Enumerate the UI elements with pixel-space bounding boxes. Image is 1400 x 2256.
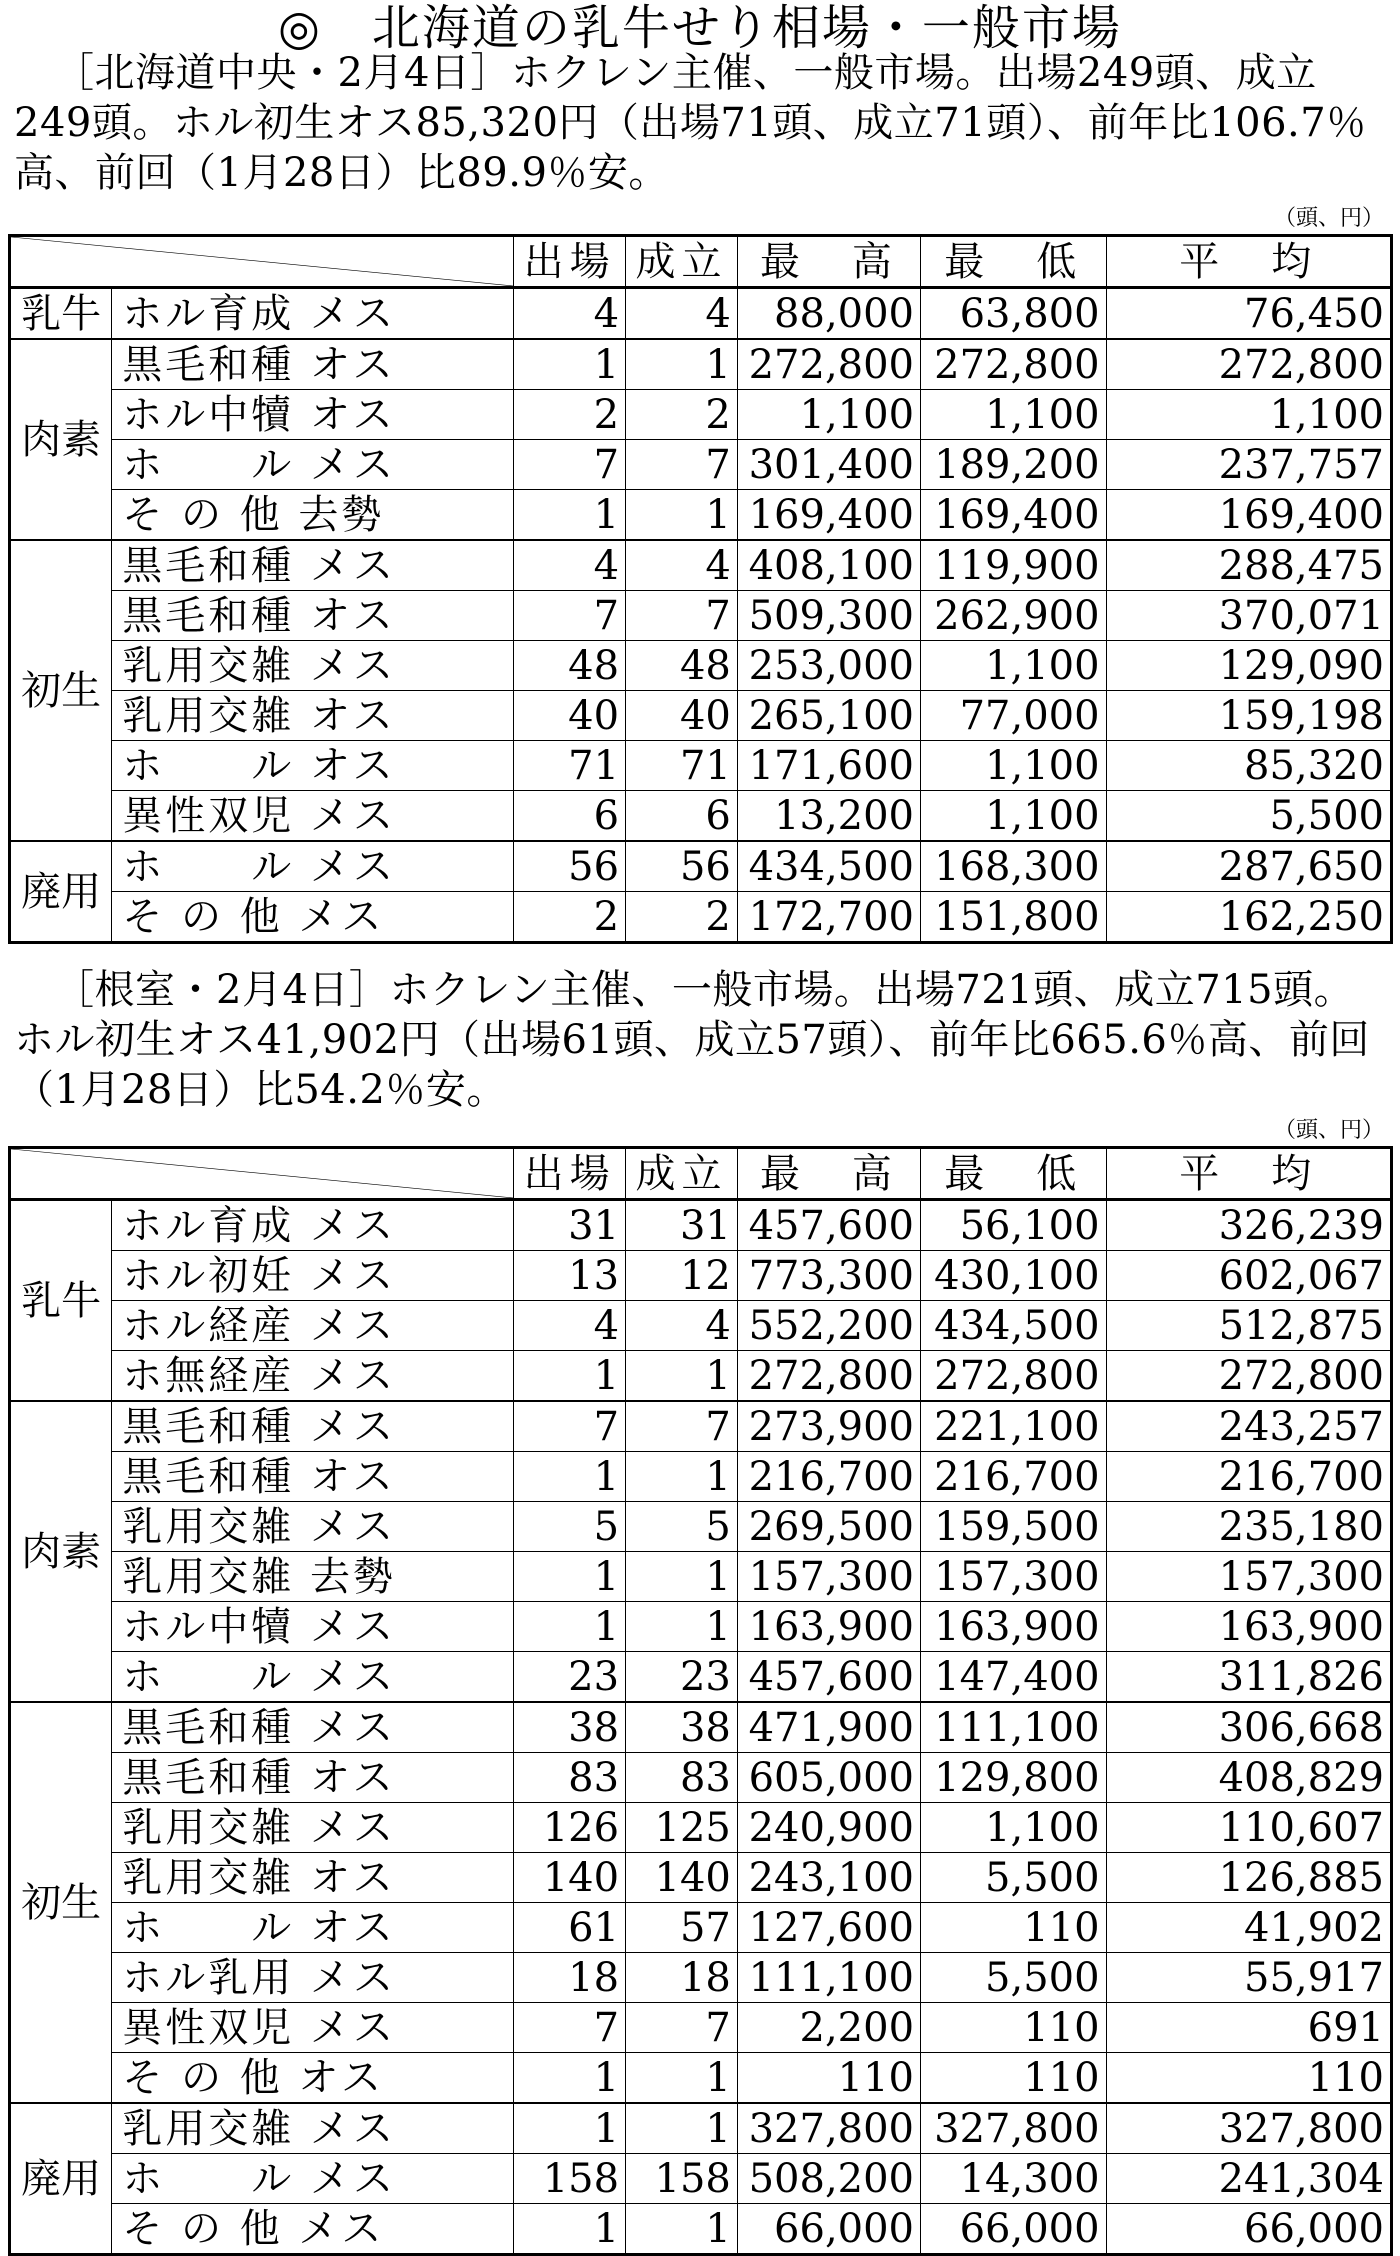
table-row xyxy=(10,892,1392,943)
cell-low: 110 xyxy=(921,2003,1107,2053)
row-label: ホ ル メス xyxy=(112,841,514,892)
cell-average: 327,800 xyxy=(1106,2103,1391,2154)
cell-average: 243,257 xyxy=(1106,1401,1391,1452)
row-label: ホル中犢 オス xyxy=(112,390,514,440)
cell-high: 327,800 xyxy=(737,2103,920,2154)
cell-low: 1,100 xyxy=(921,390,1107,440)
cell-high: 471,900 xyxy=(737,1702,920,1753)
cell-high: 157,300 xyxy=(737,1552,920,1602)
cell-low: 14,300 xyxy=(921,2154,1107,2204)
cell-low: 129,800 xyxy=(921,1753,1107,1803)
cell-entries: 7 xyxy=(514,1401,626,1452)
cell-high: 110 xyxy=(737,2053,920,2104)
cell-sold: 12 xyxy=(626,1251,738,1301)
cell-average: 157,300 xyxy=(1106,1552,1391,1602)
cell-sold: 23 xyxy=(626,1652,738,1703)
row-label: 乳用交雑 メス xyxy=(112,2103,514,2154)
cell-low: 434,500 xyxy=(921,1301,1107,1351)
cell-average: 216,700 xyxy=(1106,1452,1391,1502)
cell-low: 216,700 xyxy=(921,1452,1107,1502)
row-label: 黒毛和種 オス xyxy=(112,339,514,390)
header-sold: 成立 xyxy=(626,1148,738,1200)
cell-sold: 83 xyxy=(626,1753,738,1803)
table-row xyxy=(10,288,1392,340)
row-label: ホル育成 メス xyxy=(112,288,514,340)
row-label: ホル乳用 メス xyxy=(112,1953,514,2003)
cell-high: 272,800 xyxy=(737,1351,920,1402)
cell-high: 408,100 xyxy=(737,540,920,591)
row-label: 黒毛和種 メス xyxy=(112,1702,514,1753)
table-row xyxy=(10,1452,1392,1502)
cell-entries: 56 xyxy=(514,841,626,892)
row-label: ホ無経産 メス xyxy=(112,1351,514,1402)
cell-average: 126,885 xyxy=(1106,1853,1391,1903)
cell-entries: 4 xyxy=(514,1301,626,1351)
row-label: 乳用交雑 オス xyxy=(112,691,514,741)
category-cell: 初生 xyxy=(10,1702,112,2103)
cell-average: 110 xyxy=(1106,2053,1391,2104)
cell-average: 55,917 xyxy=(1106,1953,1391,2003)
table-row xyxy=(10,791,1392,842)
header-corner xyxy=(10,236,514,288)
cell-sold: 158 xyxy=(626,2154,738,2204)
row-label: ホ ル オス xyxy=(112,741,514,791)
row-label: そ の 他 オス xyxy=(112,2053,514,2104)
cell-entries: 13 xyxy=(514,1251,626,1301)
row-label: そ の 他 メス xyxy=(112,892,514,943)
cell-entries: 1 xyxy=(514,339,626,390)
header-row xyxy=(10,236,1392,288)
cell-sold: 7 xyxy=(626,440,738,490)
cell-average: 272,800 xyxy=(1106,339,1391,390)
header-corner xyxy=(10,1148,514,1200)
cell-low: 272,800 xyxy=(921,339,1107,390)
cell-high: 434,500 xyxy=(737,841,920,892)
cell-sold: 56 xyxy=(626,841,738,892)
cell-entries: 2 xyxy=(514,390,626,440)
cell-sold: 2 xyxy=(626,892,738,943)
cell-average: 241,304 xyxy=(1106,2154,1391,2204)
header-entries: 出場 xyxy=(514,1148,626,1200)
cell-high: 216,700 xyxy=(737,1452,920,1502)
cell-entries: 71 xyxy=(514,741,626,791)
cell-high: 240,900 xyxy=(737,1803,920,1853)
cell-high: 243,100 xyxy=(737,1853,920,1903)
cell-entries: 38 xyxy=(514,1702,626,1753)
cell-high: 509,300 xyxy=(737,591,920,641)
cell-low: 63,800 xyxy=(921,288,1107,340)
cell-sold: 71 xyxy=(626,741,738,791)
cell-average: 311,826 xyxy=(1106,1652,1391,1703)
cell-sold: 2 xyxy=(626,390,738,440)
cell-entries: 1 xyxy=(514,2053,626,2104)
row-label: ホル初妊 メス xyxy=(112,1251,514,1301)
row-label: 黒毛和種 オス xyxy=(112,591,514,641)
row-label: 異性双児 メス xyxy=(112,791,514,842)
row-label: 乳用交雑 メス xyxy=(112,641,514,691)
cell-low: 1,100 xyxy=(921,1803,1107,1853)
table-row xyxy=(10,691,1392,741)
cell-average: 66,000 xyxy=(1106,2204,1391,2255)
cell-high: 171,600 xyxy=(737,741,920,791)
row-label: ホ ル メス xyxy=(112,440,514,490)
cell-sold: 57 xyxy=(626,1903,738,1953)
table-row xyxy=(10,2103,1392,2154)
table-row xyxy=(10,390,1392,440)
cell-low: 110 xyxy=(921,2053,1107,2104)
cell-entries: 61 xyxy=(514,1903,626,1953)
cell-sold: 40 xyxy=(626,691,738,741)
section-2-unit: （頭、円） xyxy=(1273,1118,1384,1143)
header-low: 最 低 xyxy=(921,1148,1107,1200)
cell-average: 306,668 xyxy=(1106,1702,1391,1753)
cell-low: 1,100 xyxy=(921,791,1107,842)
cell-low: 430,100 xyxy=(921,1251,1107,1301)
cell-sold: 1 xyxy=(626,2103,738,2154)
cell-low: 119,900 xyxy=(921,540,1107,591)
category-cell: 廃用 xyxy=(10,2103,112,2255)
table-row xyxy=(10,741,1392,791)
cell-entries: 1 xyxy=(514,2204,626,2255)
cell-average: 76,450 xyxy=(1106,288,1391,340)
table-row xyxy=(10,2154,1392,2204)
cell-average: 163,900 xyxy=(1106,1602,1391,1652)
cell-average: 288,475 xyxy=(1106,540,1391,591)
cell-sold: 1 xyxy=(626,1602,738,1652)
cell-high: 272,800 xyxy=(737,339,920,390)
row-label: そ の 他 メス xyxy=(112,2204,514,2255)
cell-average: 512,875 xyxy=(1106,1301,1391,1351)
row-label: 乳用交雑 オス xyxy=(112,1853,514,1903)
cell-low: 110 xyxy=(921,1903,1107,1953)
cell-high: 552,200 xyxy=(737,1301,920,1351)
cell-low: 1,100 xyxy=(921,741,1107,791)
cell-entries: 5 xyxy=(514,1502,626,1552)
cell-high: 508,200 xyxy=(737,2154,920,2204)
row-label: そ の 他 去勢 xyxy=(112,490,514,541)
section-1-unit: （頭、円） xyxy=(1273,206,1384,231)
cell-average: 272,800 xyxy=(1106,1351,1391,1402)
row-label: 異性双児 メス xyxy=(112,2003,514,2053)
cell-low: 262,900 xyxy=(921,591,1107,641)
cell-entries: 18 xyxy=(514,1953,626,2003)
cell-low: 111,100 xyxy=(921,1702,1107,1753)
cell-entries: 1 xyxy=(514,1552,626,1602)
cell-low: 1,100 xyxy=(921,641,1107,691)
cell-entries: 31 xyxy=(514,1200,626,1251)
table-row xyxy=(10,1853,1392,1903)
cell-high: 66,000 xyxy=(737,2204,920,2255)
cell-entries: 6 xyxy=(514,791,626,842)
cell-high: 457,600 xyxy=(737,1652,920,1703)
cell-sold: 7 xyxy=(626,591,738,641)
row-label: 乳用交雑 メス xyxy=(112,1803,514,1853)
cell-low: 272,800 xyxy=(921,1351,1107,1402)
row-label: 黒毛和種 オス xyxy=(112,1753,514,1803)
section-1-paragraph: ［北海道中央・2月4日］ホクレン主催、一般市場。出場249頭、成立249頭。ホル初生オス85,320円（出場71頭、成立71頭）、前年比106.7％高、前回（1月28日）比89.9％安。 xyxy=(14,50,1367,196)
table-row xyxy=(10,1502,1392,1552)
table-row xyxy=(10,1753,1392,1803)
cell-low: 169,400 xyxy=(921,490,1107,541)
table-row xyxy=(10,339,1392,390)
cell-sold: 7 xyxy=(626,2003,738,2053)
cell-average: 287,650 xyxy=(1106,841,1391,892)
cell-sold: 1 xyxy=(626,1452,738,1502)
cell-low: 168,300 xyxy=(921,841,1107,892)
table-row xyxy=(10,1803,1392,1853)
cell-high: 111,100 xyxy=(737,1953,920,2003)
header-high: 最 高 xyxy=(737,1148,920,1200)
cell-sold: 1 xyxy=(626,1351,738,1402)
table-row xyxy=(10,1552,1392,1602)
cell-entries: 1 xyxy=(514,2103,626,2154)
cell-entries: 1 xyxy=(514,1452,626,1502)
header-low: 最 低 xyxy=(921,236,1107,288)
cell-sold: 5 xyxy=(626,1502,738,1552)
cell-entries: 1 xyxy=(514,1602,626,1652)
cell-high: 269,500 xyxy=(737,1502,920,1552)
cell-low: 189,200 xyxy=(921,440,1107,490)
cell-low: 77,000 xyxy=(921,691,1107,741)
section-2-paragraph: ［根室・2月4日］ホクレン主催、一般市場。出場721頭、成立715頭。ホル初生オス41,902円（出場61頭、成立57頭）、前年比665.6％高、前回（1月28日）比54.2％安。 xyxy=(14,967,1370,1113)
cell-sold: 4 xyxy=(626,1301,738,1351)
section-1-table xyxy=(8,234,1393,944)
cell-average: 326,239 xyxy=(1106,1200,1391,1251)
cell-average: 110,607 xyxy=(1106,1803,1391,1853)
table-row xyxy=(10,2003,1392,2053)
cell-sold: 1 xyxy=(626,2053,738,2104)
cell-entries: 2 xyxy=(514,892,626,943)
table-row xyxy=(10,1953,1392,2003)
cell-high: 265,100 xyxy=(737,691,920,741)
cell-sold: 7 xyxy=(626,1401,738,1452)
row-label: 黒毛和種 メス xyxy=(112,540,514,591)
category-cell: 肉素 xyxy=(10,339,112,540)
cell-entries: 158 xyxy=(514,2154,626,2204)
cell-low: 163,900 xyxy=(921,1602,1107,1652)
row-label: ホ ル メス xyxy=(112,1652,514,1703)
table-row xyxy=(10,591,1392,641)
cell-sold: 1 xyxy=(626,490,738,541)
cell-sold: 18 xyxy=(626,1953,738,2003)
row-label: ホ ル オス xyxy=(112,1903,514,1953)
cell-sold: 1 xyxy=(626,1552,738,1602)
header-high: 最 高 xyxy=(737,236,920,288)
table-row xyxy=(10,1702,1392,1753)
cell-average: 691 xyxy=(1106,2003,1391,2053)
table-row xyxy=(10,1602,1392,1652)
table-row xyxy=(10,1200,1392,1251)
cell-sold: 38 xyxy=(626,1702,738,1753)
cell-average: 169,400 xyxy=(1106,490,1391,541)
row-label: 黒毛和種 メス xyxy=(112,1401,514,1452)
cell-sold: 1 xyxy=(626,339,738,390)
cell-entries: 83 xyxy=(514,1753,626,1803)
cell-sold: 4 xyxy=(626,288,738,340)
cell-high: 127,600 xyxy=(737,1903,920,1953)
row-label: ホ ル メス xyxy=(112,2154,514,2204)
cell-high: 88,000 xyxy=(737,288,920,340)
row-label: ホル経産 メス xyxy=(112,1301,514,1351)
table-row xyxy=(10,440,1392,490)
cell-high: 172,700 xyxy=(737,892,920,943)
table-row xyxy=(10,841,1392,892)
table-row xyxy=(10,2204,1392,2255)
cell-low: 159,500 xyxy=(921,1502,1107,1552)
category-cell: 初生 xyxy=(10,540,112,841)
header-average: 平 均 xyxy=(1106,1148,1391,1200)
row-label: 黒毛和種 オス xyxy=(112,1452,514,1502)
cell-high: 457,600 xyxy=(737,1200,920,1251)
row-label: 乳用交雑 メス xyxy=(112,1502,514,1552)
cell-average: 5,500 xyxy=(1106,791,1391,842)
category-cell: 肉素 xyxy=(10,1401,112,1702)
cell-high: 2,200 xyxy=(737,2003,920,2053)
cell-high: 1,100 xyxy=(737,390,920,440)
table-row xyxy=(10,1301,1392,1351)
cell-entries: 4 xyxy=(514,540,626,591)
cell-low: 221,100 xyxy=(921,1401,1107,1452)
cell-average: 237,757 xyxy=(1106,440,1391,490)
table-row xyxy=(10,1401,1392,1452)
category-cell: 乳牛 xyxy=(10,1200,112,1402)
cell-average: 408,829 xyxy=(1106,1753,1391,1803)
cell-entries: 126 xyxy=(514,1803,626,1853)
cell-entries: 7 xyxy=(514,591,626,641)
table-row xyxy=(10,1652,1392,1703)
cell-low: 147,400 xyxy=(921,1652,1107,1703)
category-cell: 乳牛 xyxy=(10,288,112,340)
cell-average: 159,198 xyxy=(1106,691,1391,741)
cell-low: 5,500 xyxy=(921,1953,1107,2003)
cell-entries: 4 xyxy=(514,288,626,340)
cell-high: 169,400 xyxy=(737,490,920,541)
cell-average: 41,902 xyxy=(1106,1903,1391,1953)
cell-high: 13,200 xyxy=(737,791,920,842)
cell-sold: 31 xyxy=(626,1200,738,1251)
cell-high: 301,400 xyxy=(737,440,920,490)
cell-entries: 7 xyxy=(514,440,626,490)
cell-sold: 48 xyxy=(626,641,738,691)
row-label: ホル育成 メス xyxy=(112,1200,514,1251)
cell-high: 273,900 xyxy=(737,1401,920,1452)
cell-average: 1,100 xyxy=(1106,390,1391,440)
cell-high: 605,000 xyxy=(737,1753,920,1803)
cell-entries: 48 xyxy=(514,641,626,691)
cell-average: 129,090 xyxy=(1106,641,1391,691)
cell-average: 370,071 xyxy=(1106,591,1391,641)
header-average: 平 均 xyxy=(1106,236,1391,288)
cell-average: 85,320 xyxy=(1106,741,1391,791)
table-row xyxy=(10,490,1392,541)
cell-low: 327,800 xyxy=(921,2103,1107,2154)
section-2-table xyxy=(8,1146,1393,2256)
table-row xyxy=(10,2053,1392,2104)
cell-high: 773,300 xyxy=(737,1251,920,1301)
cell-high: 163,900 xyxy=(737,1602,920,1652)
table-row xyxy=(10,540,1392,591)
header-row xyxy=(10,1148,1392,1200)
header-sold: 成立 xyxy=(626,236,738,288)
cell-average: 162,250 xyxy=(1106,892,1391,943)
table-row xyxy=(10,1251,1392,1301)
header-entries: 出場 xyxy=(514,236,626,288)
cell-entries: 1 xyxy=(514,1351,626,1402)
page-title: ◎ 北海道の乳牛せり相場・一般市場 xyxy=(278,0,1122,56)
cell-sold: 6 xyxy=(626,791,738,842)
cell-low: 66,000 xyxy=(921,2204,1107,2255)
cell-sold: 1 xyxy=(626,2204,738,2255)
cell-sold: 125 xyxy=(626,1803,738,1853)
cell-sold: 140 xyxy=(626,1853,738,1903)
category-cell: 廃用 xyxy=(10,841,112,943)
table-row xyxy=(10,641,1392,691)
table-row xyxy=(10,1903,1392,1953)
cell-low: 5,500 xyxy=(921,1853,1107,1903)
row-label: ホル中犢 メス xyxy=(112,1602,514,1652)
cell-entries: 40 xyxy=(514,691,626,741)
cell-average: 235,180 xyxy=(1106,1502,1391,1552)
cell-low: 151,800 xyxy=(921,892,1107,943)
table-row xyxy=(10,1351,1392,1402)
cell-sold: 4 xyxy=(626,540,738,591)
cell-entries: 140 xyxy=(514,1853,626,1903)
cell-entries: 1 xyxy=(514,490,626,541)
cell-high: 253,000 xyxy=(737,641,920,691)
cell-average: 602,067 xyxy=(1106,1251,1391,1301)
cell-low: 157,300 xyxy=(921,1552,1107,1602)
cell-low: 56,100 xyxy=(921,1200,1107,1251)
cell-entries: 7 xyxy=(514,2003,626,2053)
row-label: 乳用交雑 去勢 xyxy=(112,1552,514,1602)
cell-entries: 23 xyxy=(514,1652,626,1703)
